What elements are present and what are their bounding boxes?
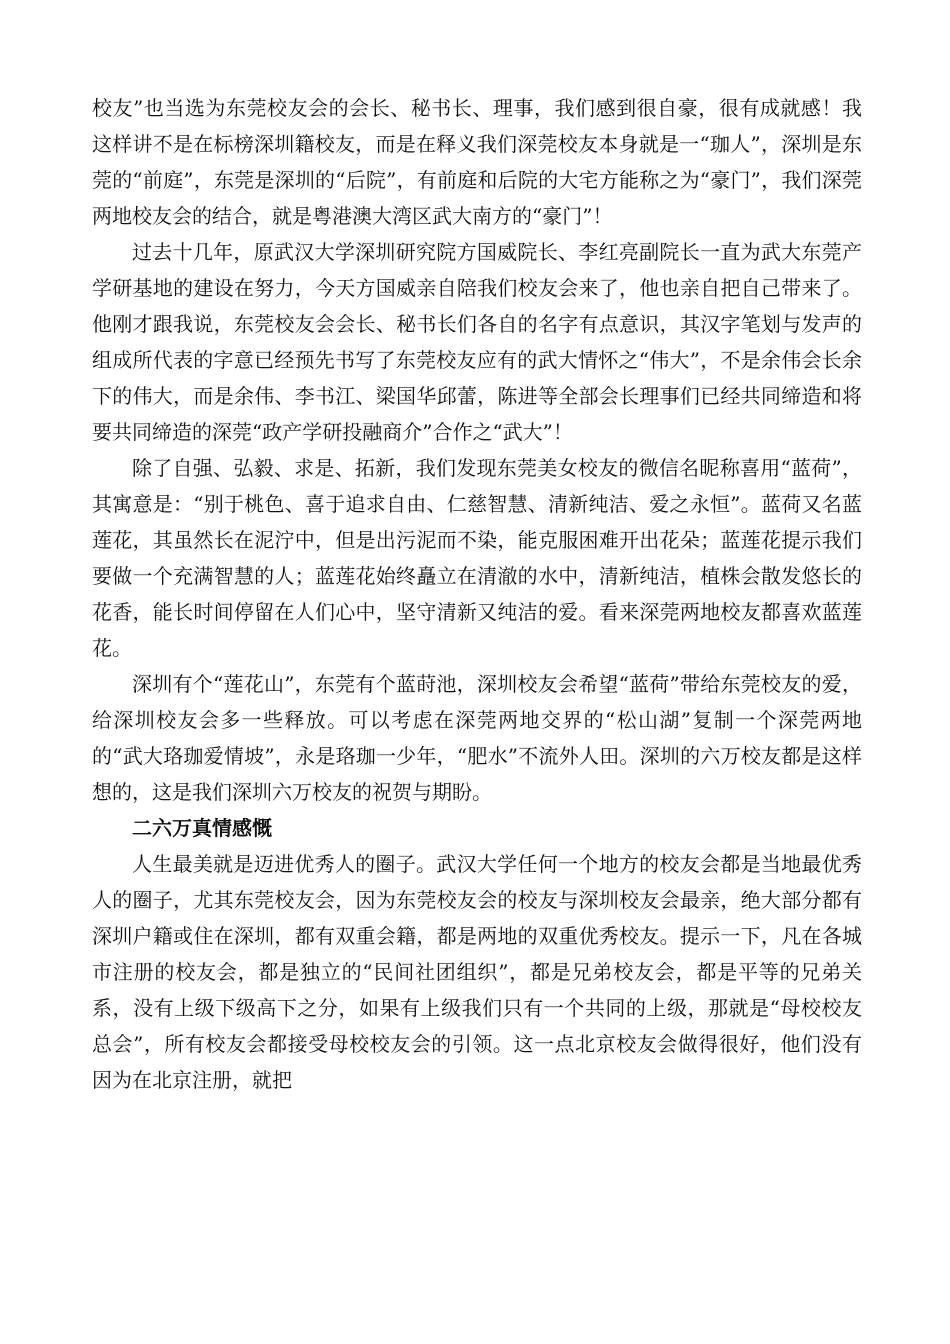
paragraph-3: 除了自强、弘毅、求是、拓新，我们发现东莞美女校友的微信名昵称喜用“蓝荷”，其寓意是：“别于桃色、喜于追求自由、仁慈智慧、清新纯洁、爱之永恒”。蓝荷又名蓝莲花，其虽然长在泥泞中，但是出污泥而不染，能克服困难开出花朵；蓝莲花提示我们要做一个充满智慧的人；蓝莲花始终矗立在清澈的水中，清新纯洁，植株会散发悠长的花香，能长时间停留在人们心中，坚守清新又纯洁的爱。看来深莞两地校友都喜欢蓝莲花。	[92, 456, 862, 660]
paragraph-4: 深圳有个“莲花山”，东莞有个蓝莳池，深圳校友会希望“蓝荷”带给东莞校友的爱，给深圳校友会多一些释放。可以考虑在深莞两地交界的“松山湖”复制一个深莞两地的“武大珞珈爱情坡”，永是珞珈一少年，“肥水”不流外人田。深圳的六万校友都是这样想的，这是我们深圳六万校友的祝贺与期盼。	[92, 672, 862, 804]
paragraph-1: 校友”也当选为东莞校友会的会长、秘书长、理事，我们感到很自豪，很有成就感！我这样讲不是在标榜深圳籍校友，而是在释义我们深莞校友本身就是一“珈人”，深圳是东莞的“前庭”，东莞是深圳的“后院”，有前庭和后院的大宅方能称之为“豪门”，我们深莞两地校友会的结合，就是粤港澳大湾区武大南方的“豪门”！	[92, 96, 862, 228]
paragraph-5: 人生最美就是迈进优秀人的圈子。武汉大学任何一个地方的校友会都是当地最优秀人的圈子，尤其东莞校友会，因为东莞校友会的校友与深圳校友会最亲，绝大部分都有深圳户籍或住在深圳，都有双重会籍，都是两地的双重优秀校友。提示一下，凡在各城市注册的校友会，都是独立的“民间社团组织”，都是兄弟校友会，都是平等的兄弟关系，没有上级下级高下之分，如果有上级我们只有一个共同的上级，那就是“母校校友总会”，所有校友会都接受母校校友会的引领。这一点北京校友会做得很好，他们没有因为在北京注册，就把	[92, 852, 862, 1092]
document-body	[92, 90, 862, 1098]
paragraph-2: 过去十几年，原武汉大学深圳研究院方国威院长、李红亮副院长一直为武大东莞产学研基地的建设在努力，今天方国威亲自陪我们校友会来了，他也亲自把自己带来了。他刚才跟我说，东莞校友会会长、秘书长们各自的名字有点意识，其汉字笔划与发声的组成所代表的字意已经预先书写了东莞校友应有的武大情怀之“伟大”，不是余伟会长余下的伟大，而是余伟、李书江、梁国华邱蕾，陈进等全部会长理事们已经共同缔造和将要共同缔造的深莞“政产学研投融商介”合作之“武大”！	[92, 240, 862, 444]
section-heading: 二六万真情感慨	[132, 816, 272, 840]
